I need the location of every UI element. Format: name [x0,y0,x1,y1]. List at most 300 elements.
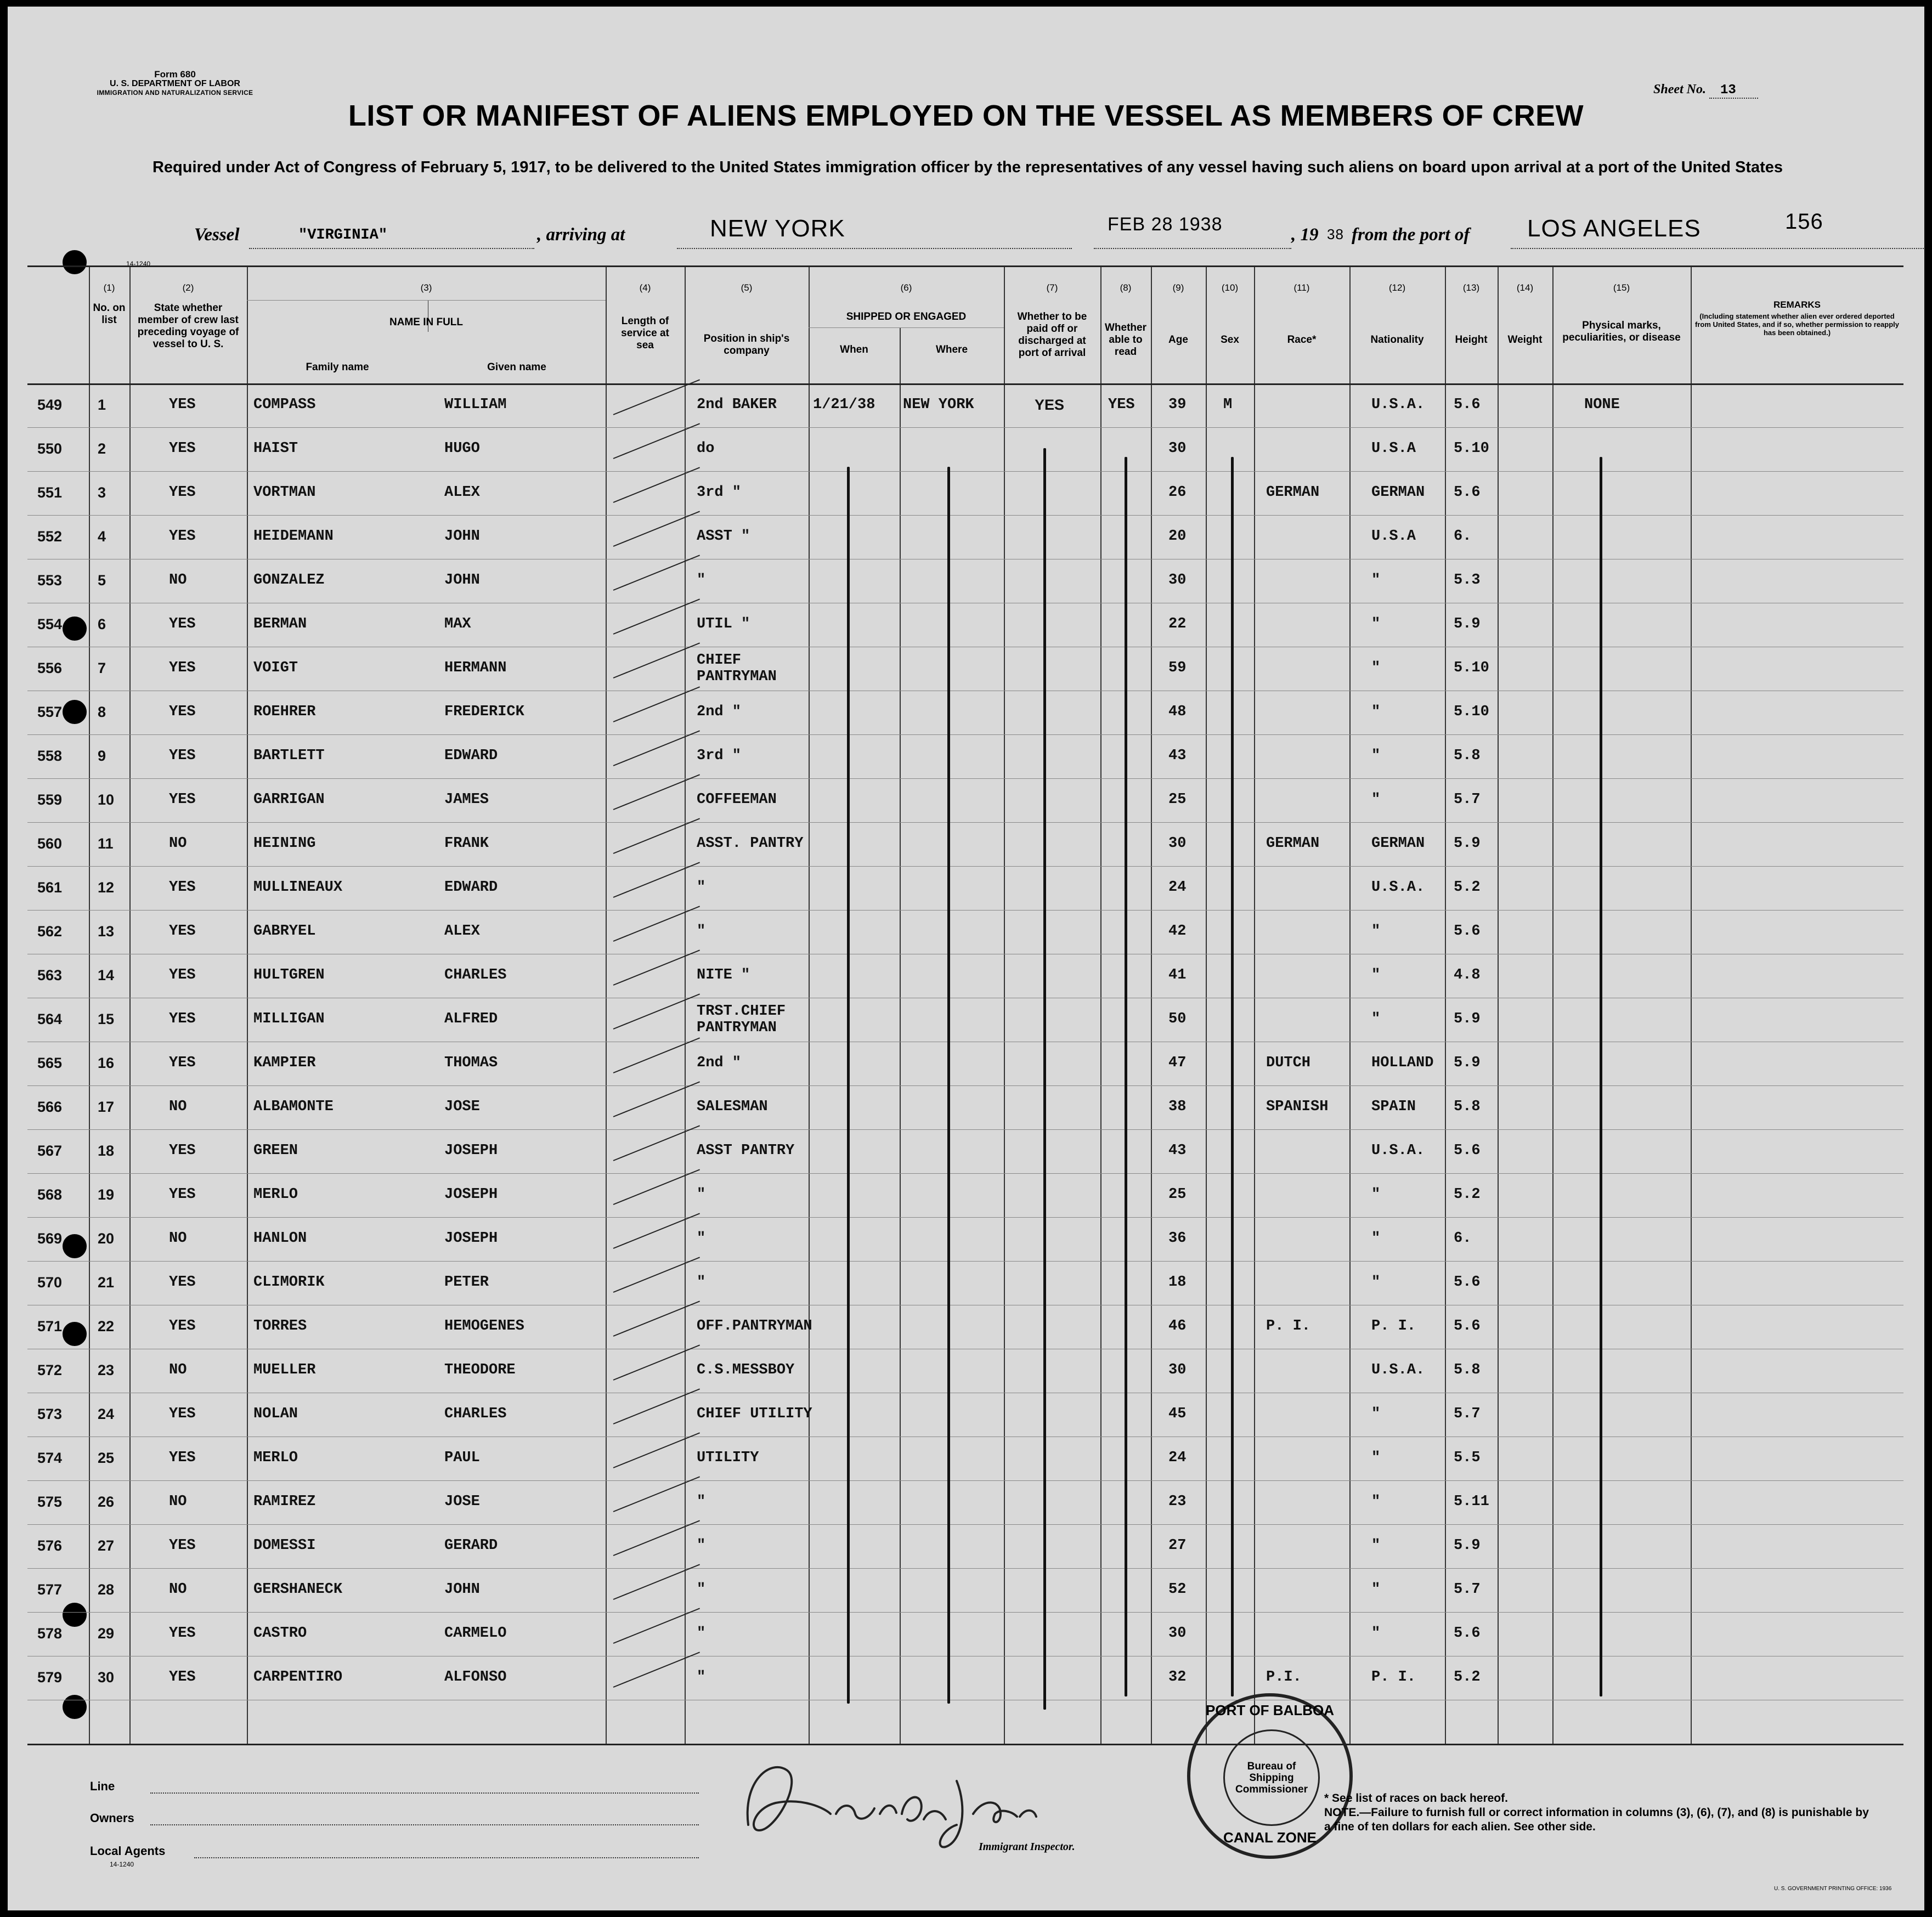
family-name-cell: CARPENTIRO [253,1669,343,1686]
service-length-slash [613,1476,700,1512]
row-reference-number: 564 [37,1011,63,1027]
prior-voyage-cell: YES [169,1274,196,1291]
given-name-cell: CARMELO [444,1625,507,1642]
position-cell: " [697,1274,706,1291]
page-subtitle: Required under Act of Congress of February 5, 1917, to be delivered to the United States immigration officer by the representatives of any vessel having such aliens on board upon arrival at a port of the United States [152,159,1783,176]
race-cell: P.I. [1266,1669,1302,1686]
family-name-cell: HEIDEMANN [253,528,334,545]
prior-voyage-cell: NO [169,1099,187,1115]
prior-voyage-cell: YES [169,1143,196,1159]
height-cell: 5.6 [1454,923,1481,940]
given-name-cell: THOMAS [444,1055,498,1071]
row-reference-number: 558 [37,748,63,764]
family-name-cell: MULLINEAUX [253,879,343,896]
prior-voyage-cell: YES [169,1625,196,1642]
family-name-cell: MILLIGAN [253,1011,325,1027]
list-number-cell: 19 [98,1186,115,1203]
prior-voyage-cell: YES [169,1450,196,1466]
nationality-cell: HOLLAND [1371,1055,1434,1071]
list-number-cell: 17 [98,1099,115,1115]
family-name-cell: KAMPIER [253,1055,316,1071]
list-number-cell: 8 [98,704,106,720]
service-length-slash [613,1081,700,1117]
given-name-cell: EDWARD [444,879,498,896]
row-reference-number: 565 [37,1055,63,1071]
col-head-service: Length of service at sea [621,315,669,351]
row-reference-number: 560 [37,835,63,852]
age-cell: 24 [1168,1450,1187,1466]
table-row [27,691,1903,734]
prior-voyage-cell: NO [169,1230,187,1247]
col-head-physical-marks: Physical marks, peculiarities, or disease [1562,320,1681,343]
height-cell: 5.5 [1454,1450,1481,1466]
height-cell: 4.8 [1454,967,1481,983]
table-row [27,1217,1903,1261]
printer-imprint: U. S. GOVERNMENT PRINTING OFFICE: 1936 [1774,1886,1892,1892]
service-length-slash [613,993,700,1030]
position-cell: do [697,440,715,457]
table-row [27,1568,1903,1612]
height-cell: 5.7 [1454,1581,1481,1598]
age-cell: 50 [1168,1011,1187,1027]
given-name-cell: JOHN [444,528,480,545]
row-reference-number: 559 [37,791,63,808]
year-suffix: 38 [1327,226,1344,242]
family-name-cell: HEINING [253,835,316,852]
nationality-cell: U.S.A. [1371,1143,1425,1159]
height-cell: 5.7 [1454,1406,1481,1422]
age-cell: 43 [1168,1143,1187,1159]
ditto-stroke-read [1125,457,1127,1697]
owners-label: Owners [90,1811,134,1825]
service-length-slash [613,467,700,503]
race-cell: SPANISH [1266,1099,1329,1115]
given-name-cell: PAUL [444,1450,480,1466]
sheet-label: Sheet No. [1653,82,1706,97]
nationality-cell: U.S.A. [1371,879,1425,896]
row-reference-number: 550 [37,440,63,457]
list-number-cell: 15 [98,1011,115,1027]
list-number-cell: 12 [98,879,115,896]
position-cell: C.S.MESSBOY [697,1362,795,1378]
family-name-cell: MERLO [253,1450,298,1466]
arriving-label: , arriving at [537,225,625,245]
height-cell: 5.8 [1454,1362,1481,1378]
col-head-sex: Sex [1221,334,1239,346]
table-row [27,998,1903,1042]
list-number-cell: 1 [98,397,106,413]
family-name-cell: HAIST [253,440,298,457]
height-cell: 5.6 [1454,397,1481,413]
family-name-cell: GREEN [253,1143,298,1159]
list-number-cell: 7 [98,660,106,676]
table-row [27,1349,1903,1393]
ditto-stroke-when [847,467,850,1704]
position-cell: NITE " [697,967,750,983]
prior-voyage-cell: YES [169,1186,196,1203]
list-number-cell: 30 [98,1669,115,1686]
given-name-cell: HEMOGENES [444,1318,524,1334]
family-name-cell: ROEHRER [253,704,316,720]
service-length-slash [613,862,700,898]
given-name-cell: CHARLES [444,967,507,983]
nationality-cell: " [1371,704,1381,720]
family-name-cell: GERSHANECK [253,1581,343,1598]
nationality-cell: " [1371,572,1381,589]
row-reference-number: 551 [37,484,63,501]
age-cell: 48 [1168,704,1187,720]
service-length-slash [613,1257,700,1293]
col-head-given-name: Given name [487,361,546,373]
position-cell: " [697,1494,706,1510]
nationality-cell: " [1371,1274,1381,1291]
age-cell: 30 [1168,572,1187,589]
list-number-cell: 4 [98,528,106,545]
col-head-height: Height [1455,334,1488,346]
position-cell: UTIL " [697,616,750,632]
table-row [27,734,1903,778]
prior-voyage-cell: YES [169,484,196,501]
table-row [27,910,1903,954]
nationality-cell: " [1371,791,1381,808]
height-cell: 5.9 [1454,616,1481,632]
prior-voyage-cell: NO [169,1581,187,1598]
height-cell: 5.7 [1454,791,1481,808]
age-cell: 25 [1168,1186,1187,1203]
age-cell: 59 [1168,660,1187,676]
service-length-slash [613,379,700,415]
given-name-cell: ALEX [444,484,480,501]
prior-voyage-cell: YES [169,1406,196,1422]
position-cell: TRST.CHIEF PANTRYMAN [697,1003,786,1036]
position-cell: " [697,1186,706,1203]
table-row [27,515,1903,559]
service-length-slash [613,1388,700,1424]
shipped-when-cell: 1/21/38 [813,397,875,413]
position-cell: 2nd BAKER [697,397,777,413]
nationality-cell: " [1371,1581,1381,1598]
nationality-cell: " [1371,748,1381,764]
ditto-stroke-paid [1043,448,1046,1710]
row-reference-number: 575 [37,1494,63,1510]
year-label: , 19 [1291,225,1319,245]
position-cell: CHIEF UTILITY [697,1406,812,1422]
arriving-port: NEW YORK [710,215,845,242]
col-num-1: (1) [103,282,115,293]
height-cell: 5.2 [1454,1186,1481,1203]
col-num-3: (3) [420,282,432,293]
col-head-name: NAME IN FULL [389,316,464,328]
given-name-cell: JOHN [444,572,480,589]
age-cell: 30 [1168,1362,1187,1378]
given-name-cell: CHARLES [444,1406,507,1422]
height-cell: 5.9 [1454,835,1481,852]
nationality-cell: P. I. [1371,1318,1416,1334]
list-number-cell: 5 [98,572,106,589]
height-cell: 5.6 [1454,1143,1481,1159]
row-reference-number: 569 [37,1230,63,1247]
col-head-remarks: REMARKS [1773,299,1821,310]
prior-voyage-cell: NO [169,572,187,589]
col-num-6: (6) [900,282,912,293]
service-length-slash [613,1652,700,1688]
vessel-line [194,214,1730,252]
col-num-9: (9) [1172,282,1184,293]
prior-voyage-cell: YES [169,1669,196,1686]
position-cell: " [697,1625,706,1642]
age-cell: 47 [1168,1055,1187,1071]
prior-voyage-cell: YES [169,879,196,896]
age-cell: 25 [1168,791,1187,808]
col-head-when: When [840,344,868,355]
page-number: 156 [1785,210,1823,234]
table-row [27,954,1903,998]
service-length-slash [613,1344,700,1381]
from-label: from the port of [1352,225,1470,245]
row-reference-number: 576 [37,1537,63,1554]
height-cell: 6. [1454,528,1472,545]
col-num-8: (8) [1120,282,1132,293]
age-cell: 41 [1168,967,1187,983]
list-number-cell: 20 [98,1230,115,1247]
age-cell: 18 [1168,1274,1187,1291]
age-cell: 24 [1168,879,1187,896]
position-cell: 3rd " [697,748,742,764]
family-name-cell: NOLAN [253,1406,298,1422]
service-name: IMMIGRATION AND NATURALIZATION SERVICE [97,89,253,97]
family-name-cell: BARTLETT [253,748,325,764]
age-cell: 30 [1168,440,1187,457]
nationality-cell: " [1371,967,1381,983]
position-cell: " [697,879,706,896]
service-length-slash [613,1037,700,1073]
able-to-read-cell: YES [1108,397,1135,413]
row-reference-number: 557 [37,704,63,720]
list-number-cell: 10 [98,791,115,808]
prior-voyage-cell: YES [169,616,196,632]
service-length-slash [613,1564,700,1600]
row-reference-number: 572 [37,1362,63,1378]
position-cell: CHIEF PANTRYMAN [697,652,777,685]
col-head-prior-voyage: State whether member of crew last preceding voyage of vessel to U. S. [137,302,239,350]
given-name-cell: ALFONSO [444,1669,507,1686]
height-cell: 5.3 [1454,572,1481,589]
list-number-cell: 27 [98,1537,115,1554]
prior-voyage-cell: NO [169,835,187,852]
list-number-cell: 14 [98,967,115,983]
height-cell: 5.9 [1454,1055,1481,1071]
col-head-family-name: Family name [306,361,369,373]
row-reference-number: 574 [37,1450,63,1466]
family-name-cell: GABRYEL [253,923,316,940]
nationality-cell: " [1371,1230,1381,1247]
position-cell: " [697,1537,706,1554]
ditto-stroke-where [947,467,950,1704]
height-cell: 5.9 [1454,1011,1481,1027]
prior-voyage-cell: YES [169,397,196,413]
row-reference-number: 571 [37,1318,63,1334]
sheet-number-value: 13 [1709,83,1758,99]
position-cell: ASST. PANTRY [697,835,804,852]
list-number-cell: 9 [98,748,106,764]
col-num-11: (11) [1293,282,1310,293]
row-reference-number: 568 [37,1186,63,1203]
form-number: Form 680 [154,69,196,80]
position-cell: UTILITY [697,1450,759,1466]
age-cell: 23 [1168,1494,1187,1510]
table-row [27,1173,1903,1217]
row-reference-number: 554 [37,616,63,632]
position-cell: SALESMAN [697,1099,768,1115]
nationality-cell: " [1371,1186,1381,1203]
table-row [27,778,1903,822]
nationality-cell: GERMAN [1371,484,1425,501]
age-cell: 30 [1168,1625,1187,1642]
nationality-cell: " [1371,1625,1381,1642]
col-head-remarks-note: (Including statement whether alien ever ordered deported from United States, and if so, whether permission to reapply has been obtained.) [1695,312,1900,337]
col-head-nationality: Nationality [1370,334,1424,346]
row-reference-number: 553 [37,572,63,589]
list-number-cell: 21 [98,1274,115,1291]
age-cell: 30 [1168,835,1187,852]
paid-off-cell: YES [1035,397,1065,413]
family-name-cell: HANLON [253,1230,307,1247]
given-name-cell: PETER [444,1274,489,1291]
list-number-cell: 16 [98,1055,115,1071]
service-length-slash [613,906,700,942]
table-row [27,866,1903,910]
height-cell: 6. [1454,1230,1472,1247]
service-length-slash [613,598,700,635]
nationality-cell: " [1371,660,1381,676]
col-head-where: Where [935,344,968,355]
prior-voyage-cell: YES [169,528,196,545]
table-row [27,647,1903,691]
table-row [27,427,1903,471]
col-num-14: (14) [1516,282,1534,293]
list-number-cell: 29 [98,1625,115,1642]
form-code: 14-1240 [126,260,151,268]
position-cell: ASST " [697,528,750,545]
given-name-cell: JOSE [444,1099,480,1115]
service-length-slash [613,949,700,986]
height-cell: 5.8 [1454,1099,1481,1115]
inspector-label: Immigrant Inspector. [979,1841,1075,1853]
shipped-where-cell: NEW YORK [903,397,974,413]
ditto-stroke-sex [1231,457,1234,1697]
ditto-stroke-marks [1600,457,1602,1697]
family-name-cell: CLIMORIK [253,1274,325,1291]
from-port: LOS ANGELES [1527,215,1701,242]
given-name-cell: EDWARD [444,748,498,764]
list-number-cell: 2 [98,440,106,457]
service-length-slash [613,1213,700,1249]
prior-voyage-cell: YES [169,660,196,676]
race-cell: GERMAN [1266,484,1320,501]
prior-voyage-cell: YES [169,791,196,808]
height-cell: 5.6 [1454,484,1481,501]
height-cell: 5.10 [1454,704,1489,720]
list-number-cell: 11 [98,835,114,852]
family-name-cell: VORTMAN [253,484,316,501]
col-num-7: (7) [1046,282,1058,293]
stamp-center-text: Bureau of Shipping Commissioner [1223,1729,1320,1826]
col-head-paid-off: Whether to be paid off or discharged at port of arrival [1017,311,1087,359]
age-cell: 42 [1168,923,1187,940]
nationality-cell: " [1371,1450,1381,1466]
service-length-slash [613,686,700,722]
row-reference-number: 577 [37,1581,63,1598]
department-name: U. S. DEPARTMENT OF LABOR [110,79,240,88]
list-number-cell: 24 [98,1406,115,1422]
given-name-cell: JAMES [444,791,489,808]
prior-voyage-cell: NO [169,1362,187,1378]
prior-voyage-cell: NO [169,1494,187,1510]
nationality-cell: P. I. [1371,1669,1416,1686]
family-name-cell: CASTRO [253,1625,307,1642]
service-length-slash [613,1520,700,1556]
crew-table [27,265,1903,1745]
height-cell: 5.2 [1454,879,1481,896]
position-cell: 2nd " [697,704,742,720]
service-length-slash [613,555,700,591]
position-cell: COFFEEMAN [697,791,777,808]
col-num-10: (10) [1221,282,1239,293]
table-row [27,1524,1903,1568]
row-reference-number: 562 [37,923,63,940]
penalty-note: NOTE.—Failure to furnish full or correct information in columns (3), (6), (7), and (8) is punishable by a fine of ten dollars for each alien. See other side. [1324,1806,1869,1833]
row-reference-number: 556 [37,660,63,676]
prior-voyage-cell: YES [169,704,196,720]
stamp-bottom-text: CANAL ZONE [1223,1829,1317,1846]
list-number-cell: 28 [98,1581,115,1598]
table-row [27,1393,1903,1437]
arrival-date: FEB 28 1938 [1108,214,1223,235]
form-identifier [84,70,265,98]
given-name-cell: FREDERICK [444,704,524,720]
service-length-slash [613,642,700,678]
given-name-cell: JOSEPH [444,1143,498,1159]
age-cell: 38 [1168,1099,1187,1115]
height-cell: 5.11 [1454,1494,1489,1510]
age-cell: 45 [1168,1406,1187,1422]
vessel-name: "VIRGINIA" [298,227,388,244]
manifest-sheet [8,7,1924,1910]
table-row [27,1042,1903,1085]
row-reference-number: 561 [37,879,63,896]
nationality-cell: U.S.A [1371,528,1416,545]
prior-voyage-cell: YES [169,1537,196,1554]
col-head-position: Position in ship's company [703,333,790,357]
age-cell: 46 [1168,1318,1187,1334]
age-cell: 26 [1168,484,1187,501]
height-cell: 5.6 [1454,1625,1481,1642]
age-cell: 52 [1168,1581,1187,1598]
table-row [27,822,1903,866]
nationality-cell: U.S.A. [1371,397,1425,413]
col-num-13: (13) [1462,282,1480,293]
list-number-cell: 6 [98,616,106,632]
table-row [27,1129,1903,1173]
col-head-race: Race* [1287,334,1317,346]
age-cell: 39 [1168,397,1187,413]
list-number-cell: 23 [98,1362,115,1378]
prior-voyage-cell: YES [169,1055,196,1071]
height-cell: 5.2 [1454,1669,1481,1686]
nationality-cell: U.S.A. [1371,1362,1425,1378]
given-name-cell: JOHN [444,1581,480,1598]
family-name-cell: DOMESSI [253,1537,316,1554]
